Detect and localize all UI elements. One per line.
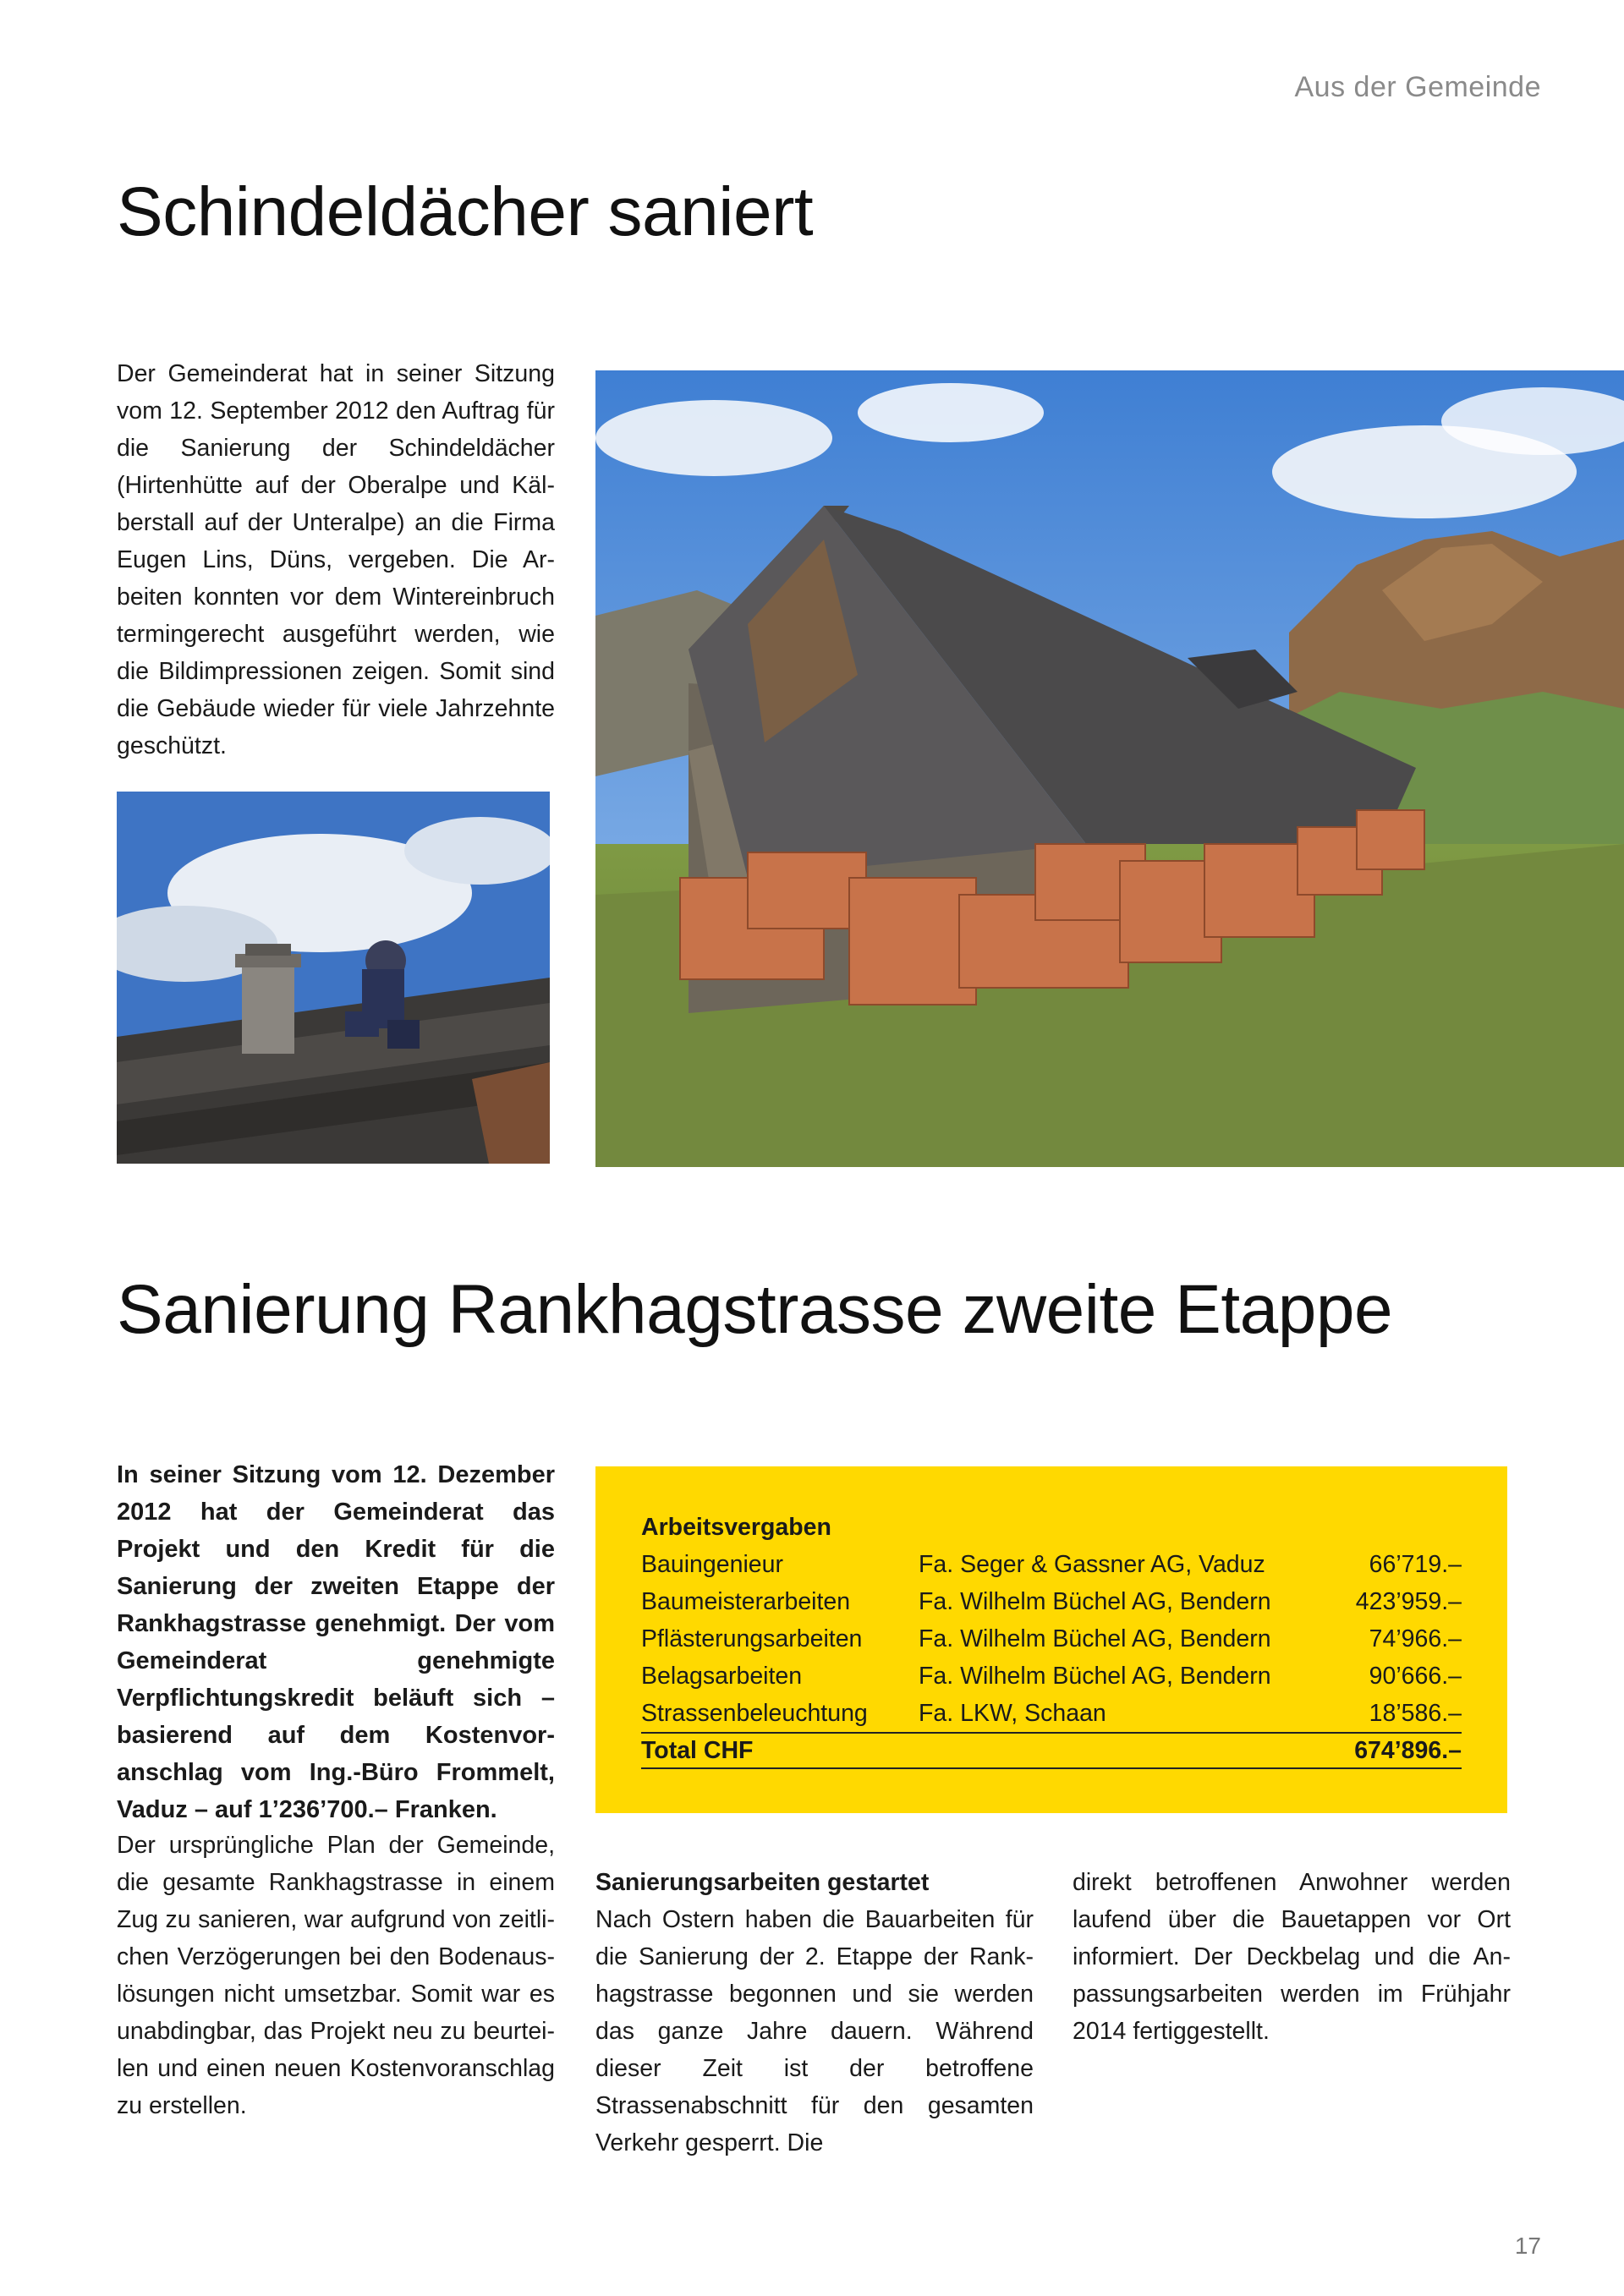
column-2-text: Nach Ostern haben die Bauarbeiten für die Sanierung der 2. Etappe der Rankhagstrasse begonnen und sie werden das ganze Jahre dauern. Während dieser Zeit ist der betroffene Strassenabschnitt für den gesamten Verkehr gesperrt. Die	[595, 1906, 1034, 2156]
article-column-2	[595, 1864, 1034, 2162]
contract-work: Bauingenieur	[641, 1551, 783, 1578]
total-label: Total CHF	[641, 1733, 919, 1768]
contract-amount: 90’666.–	[1369, 1663, 1462, 1690]
contract-amount: 18’586.–	[1369, 1700, 1462, 1727]
contract-amount: 66’719.–	[1369, 1551, 1462, 1578]
contract-firm: Fa. Seger & Gassner AG, Vaduz	[919, 1551, 1265, 1578]
page-number: 17	[1514, 2233, 1541, 2259]
section-label: Aus der Gemeinde	[1294, 71, 1541, 103]
contracts-heading: Arbeitsvergaben	[641, 1514, 831, 1541]
contract-firm: Fa. Wilhelm Büchel AG, Bendern	[919, 1625, 1271, 1652]
photo-roofer-image	[117, 792, 550, 1164]
table-row	[641, 1658, 1462, 1695]
contract-firm: Fa. Wilhelm Büchel AG, Bendern	[919, 1663, 1271, 1690]
contract-work: Baumeisterarbeiten	[641, 1588, 851, 1615]
contract-work: Pflästerungsarbeiten	[641, 1625, 863, 1652]
contract-work: Strassenbeleuchtung	[641, 1700, 868, 1727]
article-column-1: Der ursprüngliche Plan der Gemeinde, die gesamte Rankhagstrasse in einem Zug zu sanieren, war aufgrund von zeitlichen Verzögerungen bei den Bodenauslösungen nicht umsetzbar. Somit war es unabdingbar, das Projekt neu zu beurteilen und einen neuen Kostenvoranschlag zu erstellen.	[117, 1832, 555, 2119]
contract-firm: Fa. Wilhelm Büchel AG, Bendern	[919, 1588, 1271, 1615]
article-title-shingle-roofs: Schindeldächer saniert	[117, 173, 814, 250]
table-row	[641, 1583, 1462, 1620]
total-row	[641, 1733, 1462, 1768]
article-lead-road-renovation: In seiner Sitzung vom 12. Dezember 2012 hat der Gemeinderat das Projekt und den Kredit für die Sanierung der zweiten Etappe der Rankhagstrasse genehmigt. Der vom Gemeinderat genehmigte Verpflichtungskredit beläuft sich – basierend auf dem Kostenvoranschlag vom Ing.-Büro Frommelt, Vaduz – auf 1’236’700.– Franken.	[117, 1461, 555, 1823]
table-row	[641, 1620, 1462, 1658]
contracts-box	[595, 1466, 1507, 1813]
table-row	[641, 1695, 1462, 1733]
contracts-table	[641, 1546, 1462, 1769]
contract-amount: 423’959.–	[1355, 1588, 1462, 1615]
contract-amount: 74’966.–	[1369, 1625, 1462, 1652]
article-column-3: direkt betroffenen Anwohner werden laufend über die Bauetappen vor Ort informiert. Der Deckbelag und die Anpassungsarbeiten werden im Frühjahr 2014 fertiggestellt.	[1073, 1869, 1511, 2045]
article-title-road-renovation: Sanierung Rankhagstrasse zweite Etappe	[117, 1271, 1393, 1348]
photo-alpine-hut-image	[595, 370, 1624, 1167]
photo-alpine-hut	[595, 370, 1624, 1167]
column-2-heading: Sanierungsarbeiten gestartet	[595, 1869, 930, 1896]
total-amount: 674’896.–	[1316, 1733, 1462, 1768]
article-body-shingle-roofs: Der Gemeinderat hat in seiner Sitzung vom 12. September 2012 den Auftrag für die Sanierung der Schindeldächer (Hirtenhütte auf der Oberalpe und Kälberstall auf der Unteralpe) an die Firma Eugen Lins, Düns, vergeben. Die Arbeiten konnten vor dem Wintereinbruch termingerecht ausgeführt werden, wie die Bildimpressionen zeigen. Somit sind die Gebäude wieder für viele Jahrzehnte geschützt.	[117, 360, 555, 759]
table-row	[641, 1546, 1462, 1583]
contract-firm: Fa. LKW, Schaan	[919, 1700, 1106, 1727]
contract-work: Belagsarbeiten	[641, 1663, 803, 1690]
photo-roofer	[117, 792, 550, 1164]
total-spacer	[919, 1733, 1316, 1768]
